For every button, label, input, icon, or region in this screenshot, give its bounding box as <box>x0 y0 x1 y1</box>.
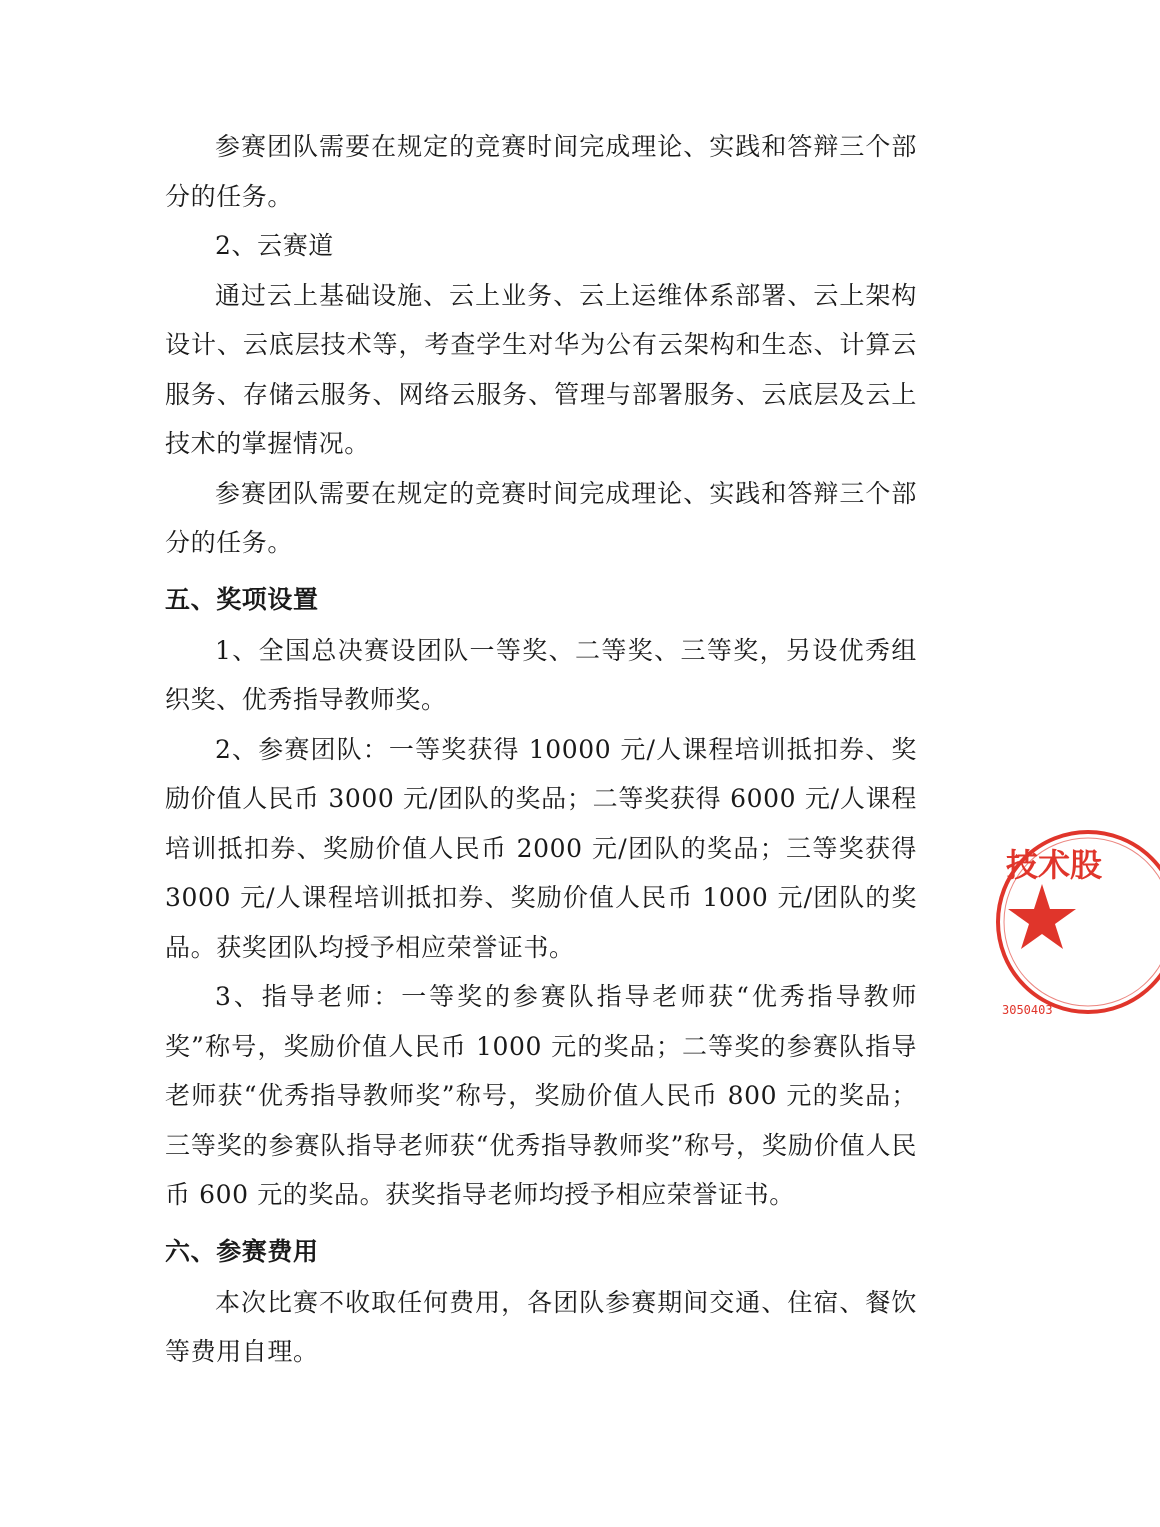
document-body <box>165 122 917 1377</box>
paragraph: 1、全国总决赛设团队一等奖、二等奖、三等奖，另设优秀组织奖、优秀指导教师奖。 <box>165 635 917 714</box>
paragraph: 3、指导老师：一等奖的参赛队指导老师获“优秀指导教师奖”称号，奖励价值人民币 1000 元的奖品；二等奖的参赛队指导老师获“优秀指导教师奖”称号，奖励价值人民币 800 元的奖品；三等奖的参赛队指导老师获“优秀指导教师奖”称号，奖励价值人民币 600 元的奖品。获奖指导老师均授予相应荣誉证书。 <box>165 982 917 1209</box>
section-heading-awards: 五、奖项设置 <box>165 584 319 614</box>
seal-graphic <box>1000 818 1160 1028</box>
official-seal <box>1000 818 1103 1028</box>
subsection-title-cloud-track: 2、云赛道 <box>215 231 334 260</box>
paragraph: 参赛团队需要在规定的竞赛时间完成理论、实践和答辩三个部分的任务。 <box>165 478 917 557</box>
paragraph: 本次比赛不收取任何费用，各团队参赛期间交通、住宿、餐饮等费用自理。 <box>165 1287 917 1366</box>
paragraph: 参赛团队需要在规定的竞赛时间完成理论、实践和答辩三个部分的任务。 <box>165 132 917 211</box>
paragraph: 2、参赛团队：一等奖获得 10000 元/人课程培训抵扣券、奖励价值人民币 3000 元/团队的奖品；二等奖获得 6000 元/人课程培训抵扣券、奖励价值人民币 2000 元/团队的奖品；三等奖获得 3000 元/人课程培训抵扣券、奖励价值人民币 1000 元/团队的奖品。获奖团队均授予相应荣誉证书。 <box>165 734 917 962</box>
seal-text: 技术股 <box>1006 846 1103 884</box>
paragraph: 通过云上基础设施、云上业务、云上运维体系部署、云上架构设计、云底层技术等，考查学生对华为公有云架构和生态、计算云服务、存储云服务、网络云服务、管理与部署服务、云底层及云上技术的掌握情况。 <box>165 280 917 458</box>
star-icon <box>1008 884 1076 949</box>
seal-number: 3050403 <box>1002 1003 1053 1017</box>
section-heading-fees: 六、参赛费用 <box>165 1236 319 1266</box>
